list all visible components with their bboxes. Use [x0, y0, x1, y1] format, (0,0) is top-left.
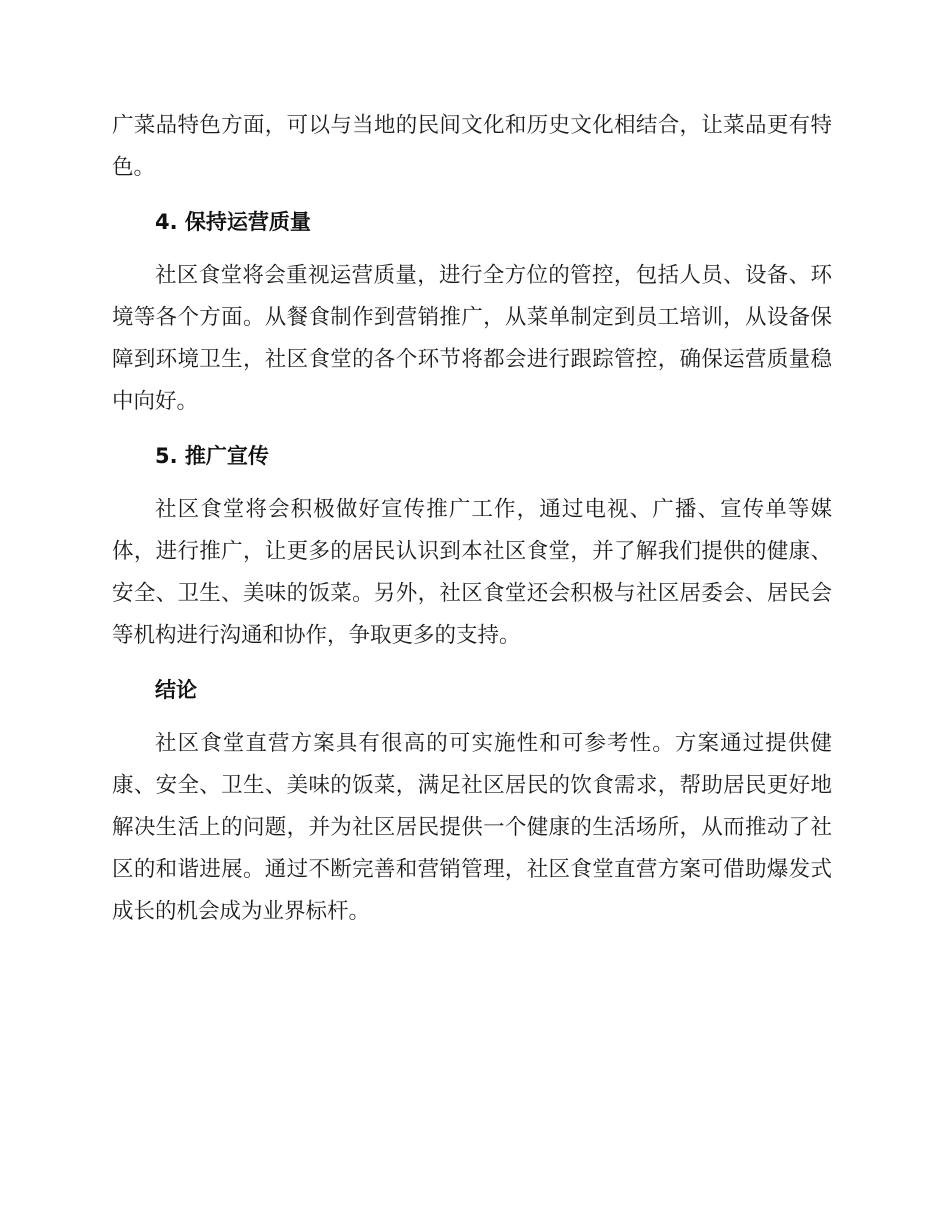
paragraph-promotion: 社区食堂将会积极做好宣传推广工作，通过电视、广播、宣传单等媒体，进行推广，让更多的居民认识到本社区食堂，并了解我们提供的健康、安全、卫生、美味的饭菜。另外，社区食堂还会积极与社区居委会、居民会等机构进行沟通和协作，争取更多的支持。 — [112, 497, 832, 648]
paragraph-continuation: 广菜品特色方面，可以与当地的民间文化和历史文化相结合，让菜品更有特色。 — [112, 113, 832, 180]
paragraph-conclusion: 社区食堂直营方案具有很高的可实施性和可参考性。方案通过提供健康、安全、卫生、美味的饭菜，满足社区居民的饮食需求，帮助居民更好地解决生活上的问题，并为社区居民提供一个健康的生活场所，从而推动了社区的和谐进展。通过不断完善和营销管理，社区食堂直营方案可借助爆发式成长的机会成为业界标杆。 — [112, 731, 832, 924]
paragraph-quality: 社区食堂将会重视运营质量，进行全方位的管控，包括人员、设备、环境等各个方面。从餐食制作到营销推广，从菜单制定到员工培训，从设备保障到环境卫生，社区食堂的各个环节将都会进行跟踪管控，确保运营质量稳中向好。 — [112, 263, 832, 414]
section-heading-conclusion: 结论 — [155, 678, 197, 702]
section-heading-quality: 4. 保持运营质量 — [155, 210, 311, 234]
section-heading-promotion: 5. 推广宣传 — [155, 444, 269, 468]
document-body — [112, 105, 832, 933]
